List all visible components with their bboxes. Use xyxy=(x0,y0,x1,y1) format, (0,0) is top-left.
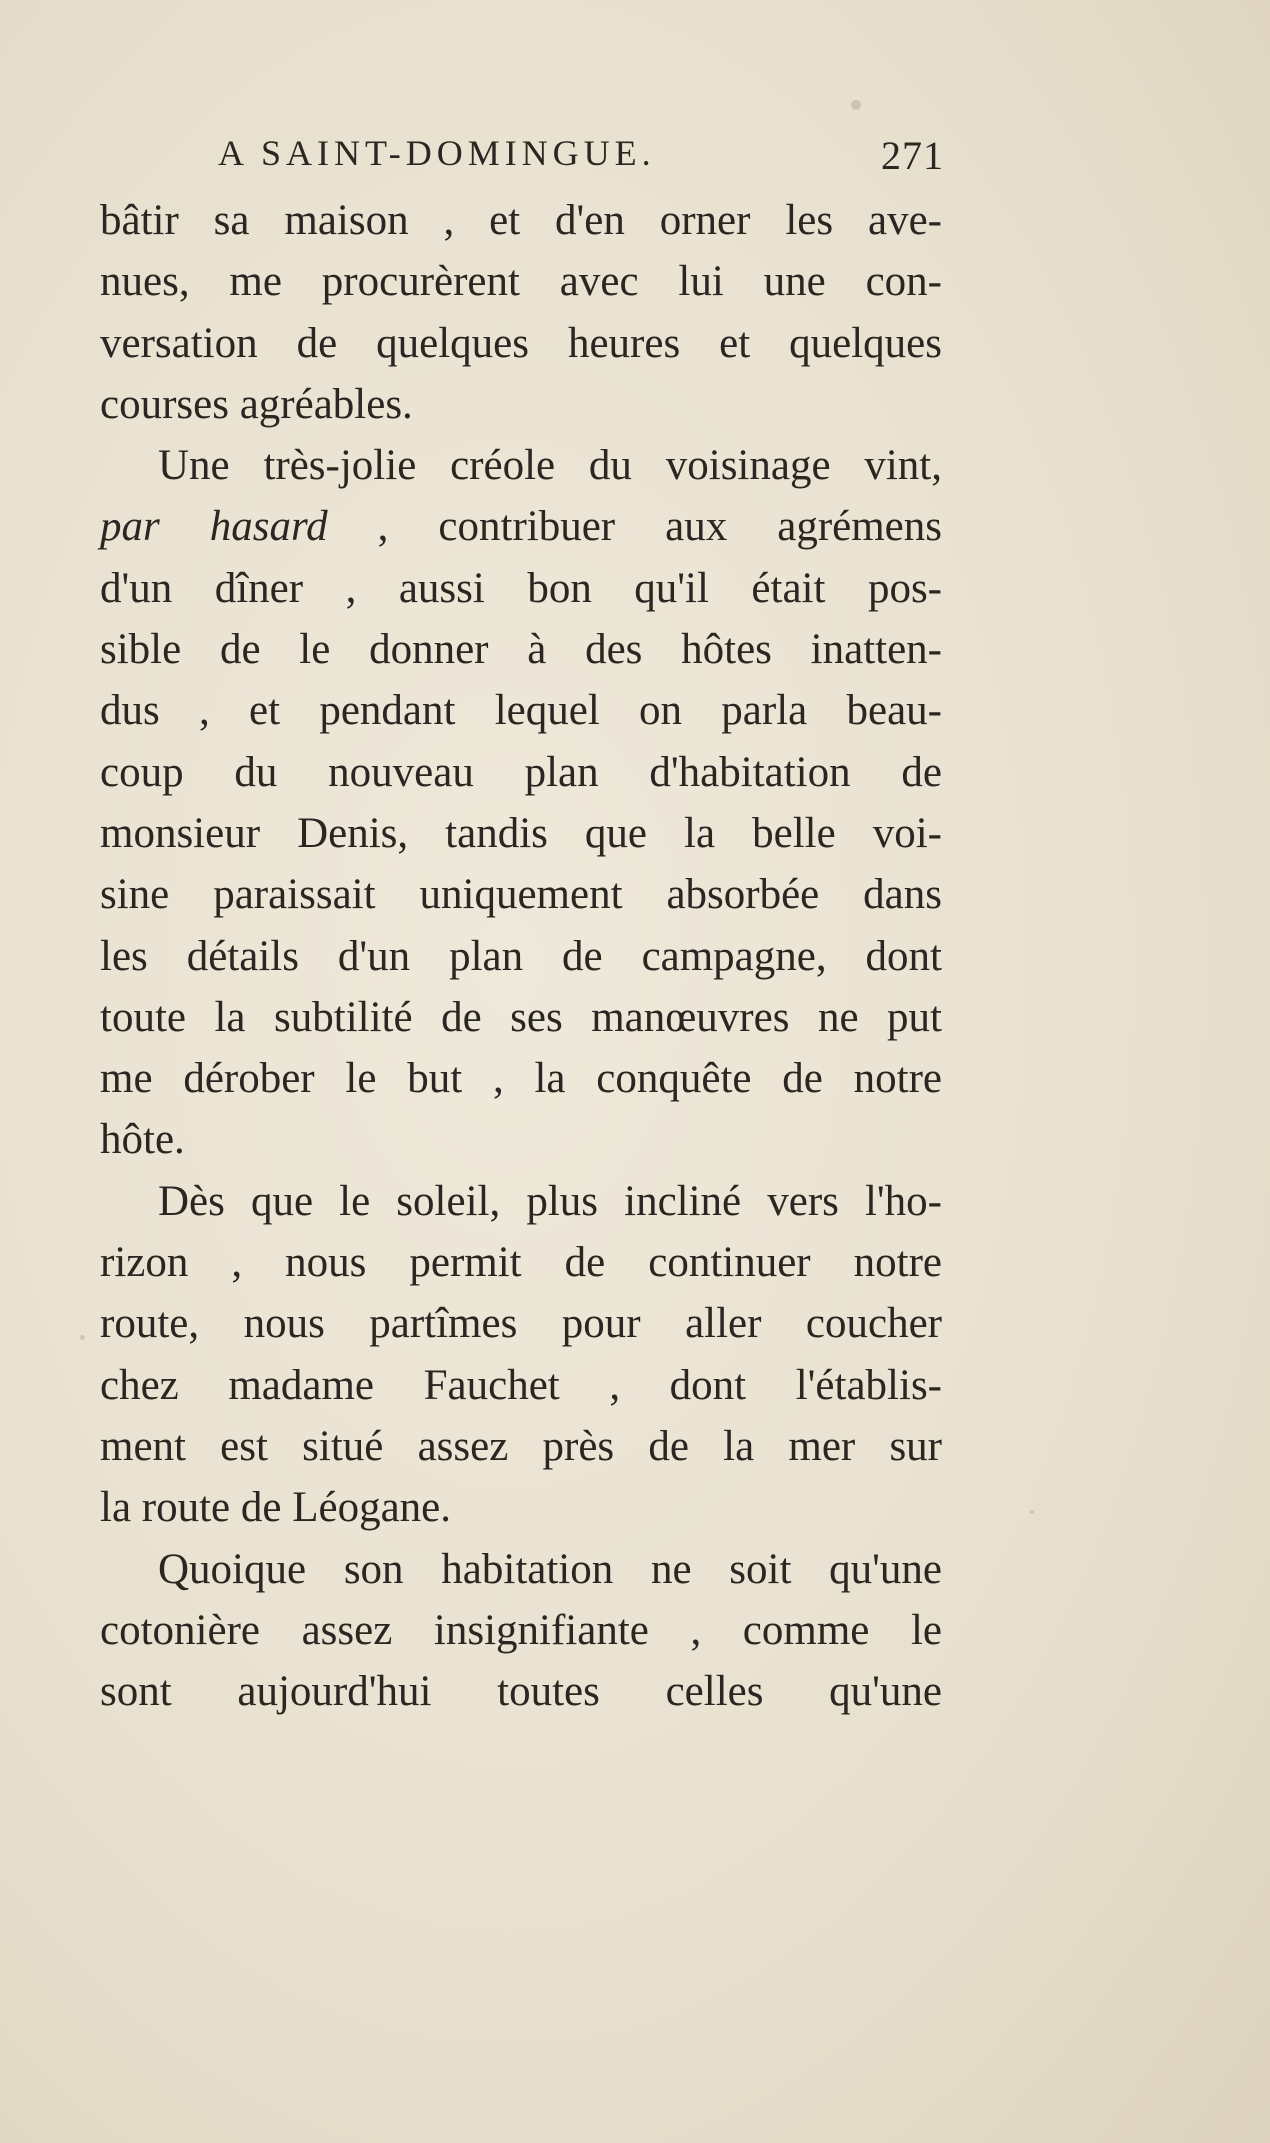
text-line xyxy=(100,742,942,803)
paper-speck xyxy=(80,1335,85,1340)
line-text: sont aujourd'hui toutes celles qu'une xyxy=(100,1668,942,1716)
line-text: coup du nouveau plan d'habitation de xyxy=(100,748,942,796)
text-line xyxy=(100,1355,942,1416)
text-line xyxy=(100,313,942,374)
line-text: la route de Léogane. xyxy=(100,1484,451,1532)
running-header xyxy=(218,128,944,180)
text-line xyxy=(100,1600,942,1661)
line-text: cotonière assez insignifiante , comme le xyxy=(100,1606,942,1654)
line-text: ment est situé assez près de la mer sur xyxy=(100,1422,942,1470)
text-line xyxy=(100,1539,942,1600)
text-line xyxy=(100,1661,942,1722)
ink-speck xyxy=(851,100,861,110)
paper-speck xyxy=(1030,1510,1034,1514)
text-line xyxy=(100,558,942,619)
text-line xyxy=(100,987,942,1048)
line-text: sine paraissait uniquement absorbée dans xyxy=(100,871,942,919)
text-line xyxy=(100,619,942,680)
line-text: route, nous partîmes pour aller coucher xyxy=(100,1300,942,1348)
line-text: courses agréables. xyxy=(100,380,413,428)
text-line xyxy=(100,803,942,864)
text-line xyxy=(100,926,942,987)
line-text: hôte. xyxy=(100,1116,185,1164)
line-text: Une très-jolie créole du voisinage vint, xyxy=(158,442,942,490)
page-number: 271 xyxy=(881,133,944,178)
text-line xyxy=(100,1477,942,1538)
line-text: chez madame Fauchet , dont l'établis- xyxy=(100,1361,942,1409)
text-line xyxy=(100,374,942,435)
line-text: bâtir sa maison , et d'en orner les ave- xyxy=(100,197,942,244)
line-text: Dès que le soleil, plus incliné vers l'ho- xyxy=(158,1177,942,1225)
italic-phrase: par hasard xyxy=(100,503,328,551)
text-line xyxy=(100,1416,942,1477)
text-line xyxy=(100,251,942,312)
text-line xyxy=(100,680,942,741)
line-text: d'un dîner , aussi bon qu'il était pos- xyxy=(100,564,942,612)
text-line xyxy=(100,1109,942,1170)
text-line xyxy=(100,1293,942,1354)
text-line xyxy=(100,496,942,557)
line-text: nues, me procurèrent avec lui une con- xyxy=(100,258,942,306)
body-text xyxy=(100,190,942,1722)
text-line xyxy=(100,864,942,925)
running-title: A SAINT-DOMINGUE. xyxy=(218,133,656,173)
text-line xyxy=(100,190,942,251)
line-text: les détails d'un plan de campagne, dont xyxy=(100,932,942,980)
text-line xyxy=(100,1048,942,1109)
line-text: monsieur Denis, tandis que la belle voi- xyxy=(100,809,942,857)
line-text: me dérober le but , la conquête de notre xyxy=(100,1055,942,1103)
line-text: rizon , nous permit de continuer notre xyxy=(100,1239,942,1287)
line-text: sible de le donner à des hôtes inatten- xyxy=(100,626,942,674)
line-text: Quoique son habitation ne soit qu'une xyxy=(158,1545,942,1593)
text-line xyxy=(100,1232,942,1293)
line-text: toute la subtilité de ses manœuvres ne put xyxy=(100,993,942,1041)
text-line xyxy=(100,435,942,496)
line-text: versation de quelques heures et quelques xyxy=(100,319,942,367)
line-text: dus , et pendant lequel on parla beau- xyxy=(100,687,942,735)
text-line xyxy=(100,1171,942,1232)
line-text: , contribuer aux agrémens xyxy=(327,503,942,551)
